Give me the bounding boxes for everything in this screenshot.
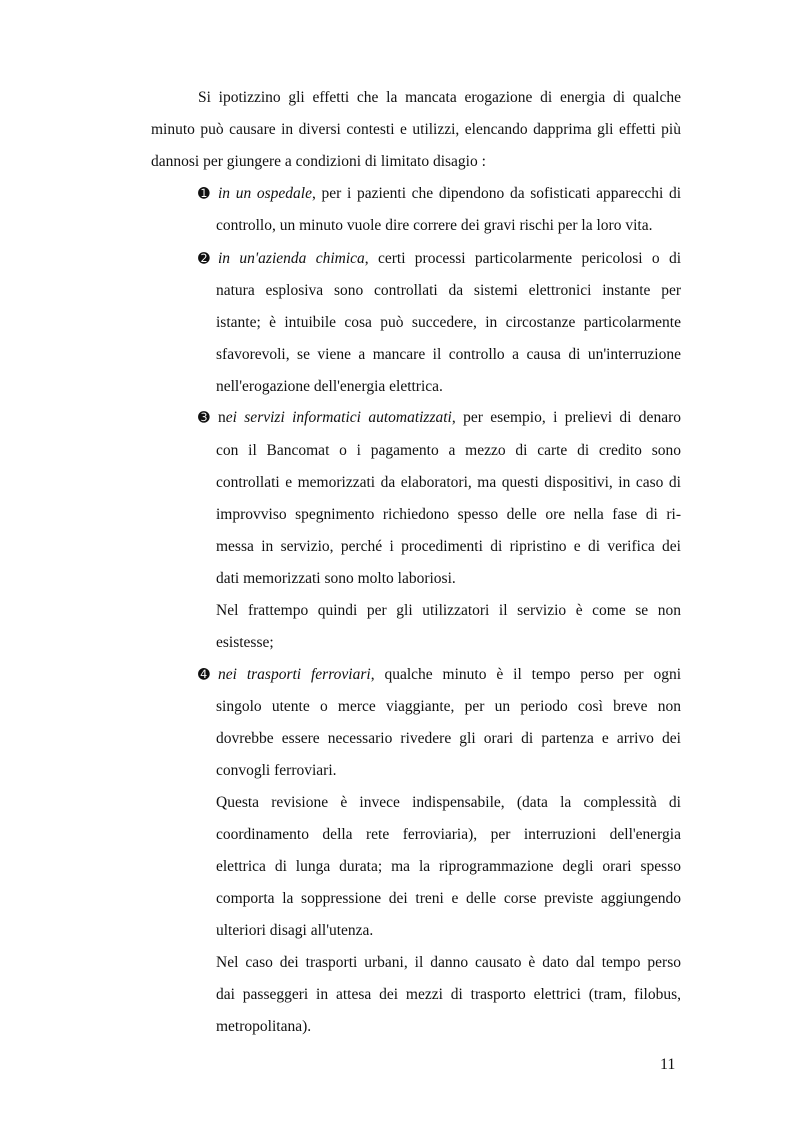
list-item-1-text: , per i pazienti che dipendono da sofisticati apparecchi di: [311, 185, 681, 202]
list-item-4-line-10: Nel caso dei trasporti urbani, il danno causato è dato dal tempo perso: [216, 954, 681, 971]
list-item-2-line-2: natura esplosiva sono controllati da sistemi elettronici instante per: [216, 282, 681, 299]
list-item-1-title: in un ospedale: [218, 185, 312, 202]
list-item-3-line-2: con il Bancomat o i pagamento a mezzo di carte di credito sono: [216, 442, 681, 459]
list-item-1-line-2: controllo, un minuto vuole dire correre dei gravi rischi per la loro vita.: [216, 217, 653, 234]
list-item-4-line-6: coordinamento della rete ferroviaria), per interruzioni dell'energia: [216, 826, 681, 843]
list-item-2-line-3: istante; è intuibile cosa può succedere, in circostanze particolarmente: [216, 314, 681, 331]
list-item-2-title: in un'azienda chimica: [218, 250, 365, 267]
list-item-4-line-11: dai passeggeri in attesa dei mezzi di trasporto elettrici (tram, filobus,: [216, 986, 681, 1003]
list-item-3-line-3: controllati e memorizzati da elaboratori, ma questi dispositivi, in caso di: [216, 474, 681, 491]
list-item-3-first-line: [198, 408, 681, 428]
number-4-icon: ➍: [198, 667, 210, 683]
list-item-4-line-4: convogli ferroviari.: [216, 762, 337, 779]
page-number: 11: [660, 1056, 676, 1073]
list-item-4-text: , qualche minuto è il tempo perso per ogni: [370, 666, 681, 683]
list-item-4-line-3: dovrebbe essere necessario rivedere gli orari di partenza e arrivo dei: [216, 730, 681, 747]
list-item-4-line-9: ulteriori disagi all'utenza.: [216, 922, 374, 939]
list-item-3-title: ei servizi informatici automatizzati: [225, 409, 452, 426]
intro-line-3: dannosi per giungere a condizioni di limitato disagio :: [151, 153, 486, 170]
list-item-4-line-2: singolo utente o merce viaggiante, per un periodo così breve non: [216, 698, 681, 715]
number-2-icon: ➋: [198, 251, 210, 267]
list-item-4-line-12: metropolitana).: [216, 1018, 312, 1035]
list-item-2-first-line: [198, 249, 681, 269]
intro-line-2: minuto può causare in diversi contesti e utilizzi, elencando dapprima gli effetti più: [151, 121, 681, 138]
number-3-icon: ➌: [198, 410, 210, 426]
list-item-3-line-6: dati memorizzati sono molto laboriosi.: [216, 570, 456, 587]
list-item-4-line-8: comporta la soppressione dei treni e delle corse previste aggiungendo: [216, 890, 681, 907]
list-item-4-title: nei trasporti ferroviari: [218, 666, 371, 683]
list-item-3-title-initial: n: [218, 409, 226, 426]
list-item-3-line-4: improvviso spegnimento richiedono spesso delle ore nella fase di ri-: [216, 506, 681, 523]
list-item-3-line-8: esistesse;: [216, 634, 274, 651]
list-item-3-text: , per esempio, i prelievi di denaro: [451, 409, 681, 426]
list-item-4-first-line: [198, 665, 681, 685]
list-item-3-line-7: Nel frattempo quindi per gli utilizzatori il servizio è come se non: [216, 602, 681, 619]
list-item-2-line-4: sfavorevoli, se viene a mancare il controllo a causa di un'interruzione: [216, 346, 681, 363]
list-item-4-line-7: elettrica di lunga durata; ma la riprogrammazione degli orari spesso: [216, 858, 681, 875]
intro-line-1: Si ipotizzino gli effetti che la mancata erogazione di energia di qualche: [198, 89, 681, 106]
list-item-2-text: , certi processi particolarmente pericolosi o di: [364, 250, 682, 267]
number-1-icon: ➊: [198, 186, 210, 202]
list-item-1-first-line: [198, 184, 681, 204]
list-item-3-line-5: messa in servizio, perché i procedimenti di ripristino e di verifica dei: [216, 538, 681, 555]
list-item-2-line-5: nell'erogazione dell'energia elettrica.: [216, 378, 443, 395]
list-item-4-line-5: Questa revisione è invece indispensabile, (data la complessità di: [216, 794, 681, 811]
